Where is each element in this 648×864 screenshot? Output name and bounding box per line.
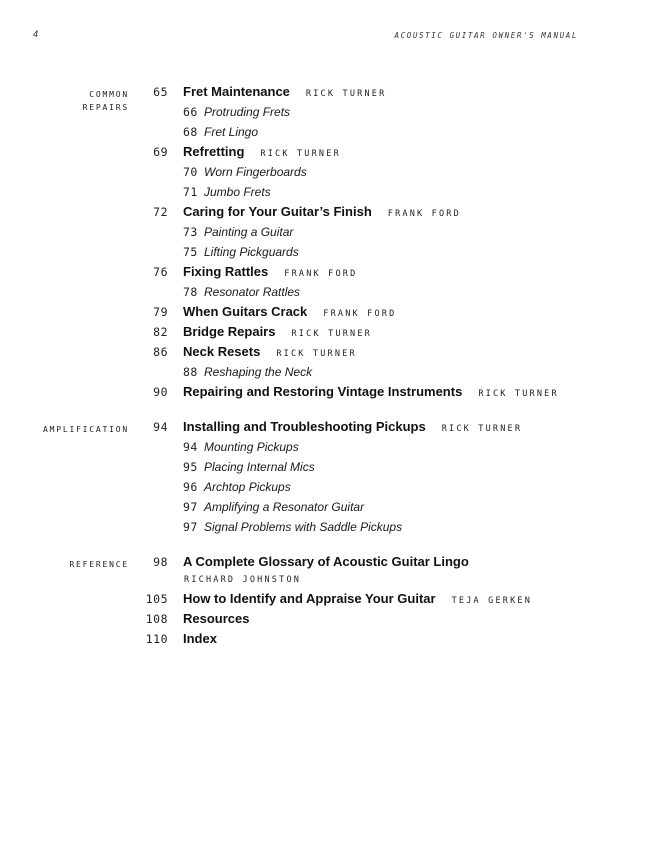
toc-subentry[interactable] bbox=[0, 517, 648, 537]
entry-page-number: 65 bbox=[153, 85, 168, 99]
entry-page-number: 73 bbox=[183, 225, 198, 239]
toc-subentry[interactable] bbox=[0, 242, 648, 262]
entry-title: Reshaping the Neck bbox=[204, 365, 313, 379]
entry-page-number: 76 bbox=[153, 265, 168, 279]
toc-entry[interactable] bbox=[0, 142, 648, 162]
entry-page-number: 97 bbox=[183, 520, 198, 534]
toc-subentry[interactable] bbox=[0, 182, 648, 202]
toc-entry[interactable] bbox=[0, 589, 648, 609]
entry-title: Resources bbox=[183, 611, 250, 626]
entry-title: Fret Maintenance bbox=[183, 84, 290, 99]
entry-page-number: 97 bbox=[183, 500, 198, 514]
toc-entry[interactable] bbox=[0, 322, 648, 342]
toc-subentry[interactable] bbox=[0, 282, 648, 302]
entry-author: RICK TURNER bbox=[291, 329, 372, 339]
entry-title: Mounting Pickups bbox=[204, 440, 299, 454]
section-label-line: COMMON bbox=[89, 90, 129, 99]
toc-entry[interactable] bbox=[0, 82, 648, 102]
toc-entry[interactable] bbox=[0, 609, 648, 629]
toc-subentry[interactable] bbox=[0, 457, 648, 477]
entry-title: Installing and Troubleshooting Pickups bbox=[183, 419, 426, 434]
section-label-line: AMPLIFICATION bbox=[42, 425, 129, 434]
entry-page-number: 88 bbox=[183, 365, 198, 379]
entry-page-number: 108 bbox=[145, 612, 168, 626]
entry-title: When Guitars Crack bbox=[183, 304, 308, 319]
entry-page-number: 69 bbox=[153, 145, 168, 159]
entry-title: Worn Fingerboards bbox=[204, 165, 307, 179]
entry-title: Archtop Pickups bbox=[204, 480, 291, 494]
entry-title: Amplifying a Resonator Guitar bbox=[204, 500, 365, 514]
entry-title: Signal Problems with Saddle Pickups bbox=[204, 520, 403, 534]
entry-author: FRANK FORD bbox=[387, 209, 461, 219]
page-number: 4 bbox=[33, 30, 39, 40]
toc-subentry[interactable] bbox=[0, 362, 648, 382]
toc-subentry[interactable] bbox=[0, 122, 648, 142]
entry-page-number: 72 bbox=[153, 205, 168, 219]
entry-title: Jumbo Frets bbox=[204, 185, 271, 199]
entry-author: RICK TURNER bbox=[260, 149, 341, 159]
toc-entry[interactable] bbox=[0, 302, 648, 322]
entry-author: RICHARD JOHNSTON bbox=[184, 575, 302, 585]
toc-subentry[interactable] bbox=[0, 222, 648, 242]
entry-title: Lifting Pickguards bbox=[204, 245, 299, 259]
toc-entry[interactable] bbox=[0, 202, 648, 222]
entry-title: Refretting bbox=[183, 144, 245, 159]
toc-entry[interactable] bbox=[0, 382, 648, 402]
entry-author: RICK TURNER bbox=[305, 89, 387, 99]
entry-title: Protruding Frets bbox=[204, 105, 291, 119]
entry-page-number: 98 bbox=[153, 555, 168, 569]
entry-title: Fixing Rattles bbox=[183, 264, 269, 279]
entry-page-number: 110 bbox=[145, 632, 168, 646]
section-label-line: REFERENCE bbox=[69, 560, 129, 569]
entry-page-number: 70 bbox=[183, 165, 198, 179]
entry-title: Fret Lingo bbox=[204, 125, 259, 139]
entry-page-number: 94 bbox=[153, 420, 168, 434]
entry-author: FRANK FORD bbox=[323, 309, 397, 319]
entry-page-number: 79 bbox=[153, 305, 168, 319]
entry-page-number: 105 bbox=[145, 592, 168, 606]
toc-entry[interactable] bbox=[0, 417, 648, 437]
entry-title: Resonator Rattles bbox=[204, 285, 301, 299]
toc-subentry[interactable] bbox=[0, 437, 648, 457]
entry-title: Repairing and Restoring Vintage Instruments bbox=[183, 384, 463, 399]
toc-subentry[interactable] bbox=[0, 497, 648, 517]
entry-page-number: 82 bbox=[153, 325, 168, 339]
entry-title: Bridge Repairs bbox=[183, 324, 276, 339]
entry-page-number: 68 bbox=[183, 125, 198, 139]
entry-author: FRANK FORD bbox=[284, 269, 358, 279]
entry-title: Placing Internal Mics bbox=[204, 460, 315, 474]
toc-entry[interactable] bbox=[0, 342, 648, 362]
toc-entry[interactable] bbox=[0, 629, 648, 649]
toc-subentry[interactable] bbox=[0, 477, 648, 497]
entry-author: TEJA GERKEN bbox=[451, 596, 533, 606]
entry-page-number: 78 bbox=[183, 285, 198, 299]
entry-page-number: 94 bbox=[183, 440, 198, 454]
entry-title: Neck Resets bbox=[183, 344, 261, 359]
entry-title: Caring for Your Guitar’s Finish bbox=[183, 204, 372, 219]
entry-title: A Complete Glossary of Acoustic Guitar Lingo bbox=[183, 554, 469, 569]
entry-page-number: 75 bbox=[183, 245, 198, 259]
entry-page-number: 90 bbox=[153, 385, 168, 399]
entry-title: Index bbox=[183, 631, 217, 646]
section-label-line: REPAIRS bbox=[82, 103, 129, 112]
entry-author: RICK TURNER bbox=[441, 424, 523, 434]
entry-author: RICK TURNER bbox=[276, 349, 357, 359]
toc-entry[interactable] bbox=[0, 552, 648, 572]
entry-author: RICK TURNER bbox=[478, 389, 559, 399]
running-head: ACOUSTIC GUITAR OWNER'S MANUAL bbox=[394, 31, 578, 40]
entry-page-number: 71 bbox=[183, 185, 198, 199]
entry-title: How to Identify and Appraise Your Guitar bbox=[183, 591, 436, 606]
entry-title: Painting a Guitar bbox=[204, 225, 294, 239]
entry-page-number: 95 bbox=[183, 460, 198, 474]
toc-subentry[interactable] bbox=[0, 102, 648, 122]
toc-subentry[interactable] bbox=[0, 162, 648, 182]
entry-page-number: 86 bbox=[153, 345, 168, 359]
toc-entry[interactable] bbox=[0, 262, 648, 282]
entry-page-number: 66 bbox=[183, 105, 198, 119]
entry-page-number: 96 bbox=[183, 480, 198, 494]
